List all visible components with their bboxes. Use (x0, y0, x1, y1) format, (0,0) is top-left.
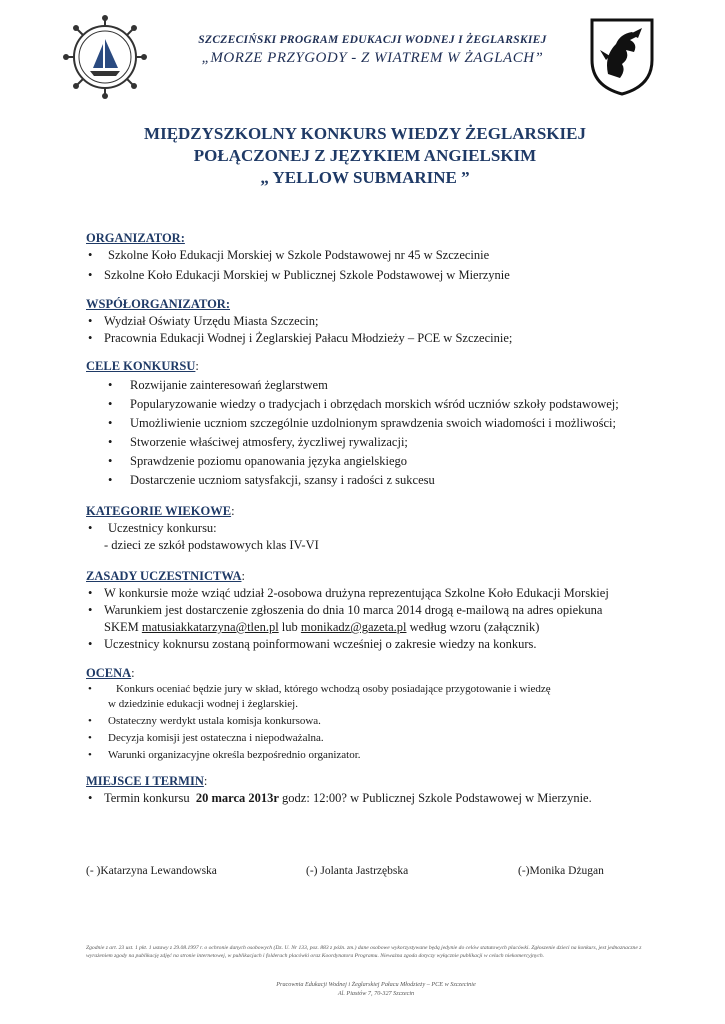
list-item: • Szkolne Koło Edukacji Morskiej w Szkole Podstawowej nr 45 w Szczecinie (86, 247, 686, 264)
rules-text: według wzoru (załącznik) (409, 620, 540, 634)
rules-text: SKEM (104, 620, 139, 634)
co-organizer-list (86, 313, 686, 347)
list-item: • Umożliwienie uczniom szczególnie uzdolnionym sprawdzenia swoich wiadomości i możliwości; (86, 415, 686, 432)
email-link-1[interactable]: matusiakkatarzyna@tlen.pl (141, 620, 279, 634)
list-item: • Uczestnicy konkursu: (86, 520, 686, 537)
goals-list (86, 377, 686, 489)
age-category-detail: - dzieci ze szkół podstawowych klas IV-VI (104, 538, 319, 552)
program-name: SZCZECIŃSKI PROGRAM EDUKACJI WODNEJ I ŻEGLARSKIEJ (198, 34, 547, 46)
date-label: Termin konkursu (104, 791, 190, 805)
page-footer (86, 980, 666, 998)
email-link-2[interactable]: monikadz@gazeta.pl (300, 620, 407, 634)
list-item: • Wydział Oświaty Urzędu Miasta Szczecin; (86, 313, 686, 330)
rules-text: Warunkiem jest dostarczenie zgłoszenia do dnia 10 marca 2014 drogą e-mailową na adres opiekuna (104, 603, 603, 617)
section-kategorie: KATEGORIE WIEKOWE: • Uczestnicy konkursu: - dzieci ze szkół podstawowych klas IV-VI (86, 503, 686, 554)
list-item (86, 602, 686, 636)
place-date-list (86, 790, 686, 807)
title-line-3: „ YELLOW SUBMARINE ” (260, 168, 470, 187)
list-item: • Popularyzowanie wiedzy o tradycjach i obrzędach morskich wśród uczniów szkoły podstawowej; (86, 396, 686, 413)
list-item: • Pracownia Edukacji Wodnej i Żeglarskiej Pałacu Młodzieży – PCE w Szczecinie; (86, 330, 686, 347)
list-item: • Uczestnicy koknursu zostaną poinformowani wcześniej o zakresie wiedzy na konkurs. (86, 636, 686, 653)
signature-dzugan: (-)Monika Dżugan (518, 865, 604, 877)
rules-text: lub (281, 620, 298, 634)
age-category-list (86, 520, 686, 537)
section-heading: MIEJSCE I TERMIN (86, 774, 204, 788)
section-heading: OCENA (86, 666, 132, 680)
footer-line-2: Al. Piastów 7, 70-327 Szczecin (337, 990, 415, 997)
list-item: • Ostateczny werdykt ustala komisja konkursowa. (86, 714, 686, 729)
section-heading: ZASADY UCZESTNICTWA (86, 569, 242, 583)
section-wspolorganizator (86, 296, 686, 347)
section-heading: WSPÓŁORGANIZATOR: (86, 297, 231, 311)
list-item: • W konkursie może wziąć udział 2-osobowa drużyna reprezentująca Szkolne Koło Edukacji Morskiej (86, 585, 686, 602)
list-item: • Dostarczenie uczniom satysfakcji, szansy i radości z sukcesu (86, 472, 686, 489)
evaluation-list (86, 682, 686, 763)
evaluation-text: w dziedzinie edukacji wodnej i żeglarskiej. (108, 698, 298, 710)
list-item (86, 682, 686, 712)
organizer-list (86, 247, 686, 284)
section-zasady: ZASADY UCZESTNICTWA: • W konkursie może wziąć udział 2-osobowa drużyna reprezentująca Szkolne Koło Edukacji Morskiej • Warunkiem jest dostarczenie zgłoszenia do dnia 10 marca 2014 drogą e-mailową na adres opiekuna SKEM matusiakkatarzyna@tlen.pl lub monikadz@gazeta.pl według wzoru (załącznik) • Uczestnicy koknursu zostaną poinformowani wcześniej o zakresie wiedzy na konkurs. (86, 568, 686, 653)
title-line-1: MIĘDZYSZKOLNY KONKURS WIEDZY ŻEGLARSKIEJ (144, 124, 586, 143)
signature-jastrzebska: (-) Jolanta Jastrzębska (306, 865, 409, 877)
section-miejsce: MIEJSCE I TERMIN: • Termin konkursu 20 marca 2013r godz: 12:00? w Publicznej Szkole Podstawowej w Mierzynie. (86, 773, 686, 807)
section-ocena: OCENA: • Konkurs oceniać będzie jury w skład, którego wchodzą osoby posiadające przygotowanie i wiedzę w dziedzinie edukacji wodnej i żeglarskiej. • Ostateczny werdykt ustala komisja konkursowa. • Decyzja komisji jest ostateczna i niepodważalna. • Warunki organizacyjne określa bezpośrednio organizator. (86, 665, 686, 763)
list-item: • Warunki organizacyjne określa bezpośrednio organizator. (86, 748, 686, 763)
szczecin-coat-of-arms (586, 14, 658, 98)
contest-date: 20 marca 2013r (195, 791, 279, 805)
list-item: • Rozwijanie zainteresowań żeglarstwem (86, 377, 686, 394)
list-item: • Decyzja komisji jest ostateczna i niepodważalna. (86, 731, 686, 746)
document-body (86, 230, 686, 807)
footer-line-1: Pracownia Edukacji Wodnej i Żeglarskiej Pałacu Młodzieży – PCE w Szczecinie (276, 981, 476, 988)
title-line-2: POŁĄCZONEJ Z JĘZYKIEM ANGIELSKIM (193, 146, 537, 165)
list-item: • Sprawdzenie poziomu opanowania języka angielskiego (86, 453, 686, 470)
section-cele: CELE KONKURSU: • Rozwijanie zainteresowań żeglarstwem • Popularyzowanie wiedzy o tradycjach i obrzędach morskich wśród uczniów szkoły podstawowej; • Umożliwienie uczniom szczególnie uzdolnionym sprawdzenia swoich wiadomości i możliwości; • Stworzenie właściwej atmosfery, życzliwej rywalizacji; • Sprawdzenie poziomu opanowania języka angielskiego • Dostarczenie uczniom satysfakcji, szansy i radości z sukcesu (86, 358, 686, 489)
section-heading: CELE KONKURSU (86, 359, 196, 373)
contest-place: godz: 12:00? w Publicznej Szkole Podstawowej w Mierzynie. (282, 791, 592, 805)
section-heading: ORGANIZATOR: (86, 231, 185, 245)
program-logo (62, 14, 148, 100)
ships-wheel-icon (62, 14, 148, 100)
program-motto: „MORZE PRZYGODY - Z WIATREM W ŻAGLACH” (201, 50, 544, 66)
contest-title (40, 123, 690, 189)
gdpr-footnote: Zgodnie z art. 23 ust. 1 pkt. 1 ustawy z 29.08.1997 r. o ochronie danych osobowych (Dz. U. Nr 133, poz. 883 z późn. zm.) dane osobowe wykorzystywane będą jedynie do celów statutowych placówki. Zgłoszenie dzieci na konkurs, jest jednoznaczne z wyrażeniem zgody na publikację zdjęć na stronie internetowej, w publikacjach i folderach placówki oraz Koordynatora Programu. Nieważna zgoda dotyczy wyłącznie publikacji w celach niekomercyjnych. (86, 945, 642, 959)
section-heading: KATEGORIE WIEKOWE (86, 504, 232, 518)
signature-lewandowska: (- )Katarzyna Lewandowska (86, 865, 217, 877)
list-item (86, 790, 686, 807)
griffin-crest-icon (586, 14, 658, 98)
rules-list (86, 585, 686, 653)
evaluation-text: Konkurs oceniać będzie jury w skład, którego wchodzą osoby posiadające przygotowanie i wiedzę (116, 683, 551, 695)
page-header (0, 0, 725, 110)
list-item: • Szkolne Koło Edukacji Morskiej w Publicznej Szkole Podstawowej w Mierzynie (86, 267, 686, 284)
list-item: • Stworzenie właściwej atmosfery, życzliwej rywalizacji; (86, 434, 686, 451)
section-organizator (86, 230, 686, 284)
